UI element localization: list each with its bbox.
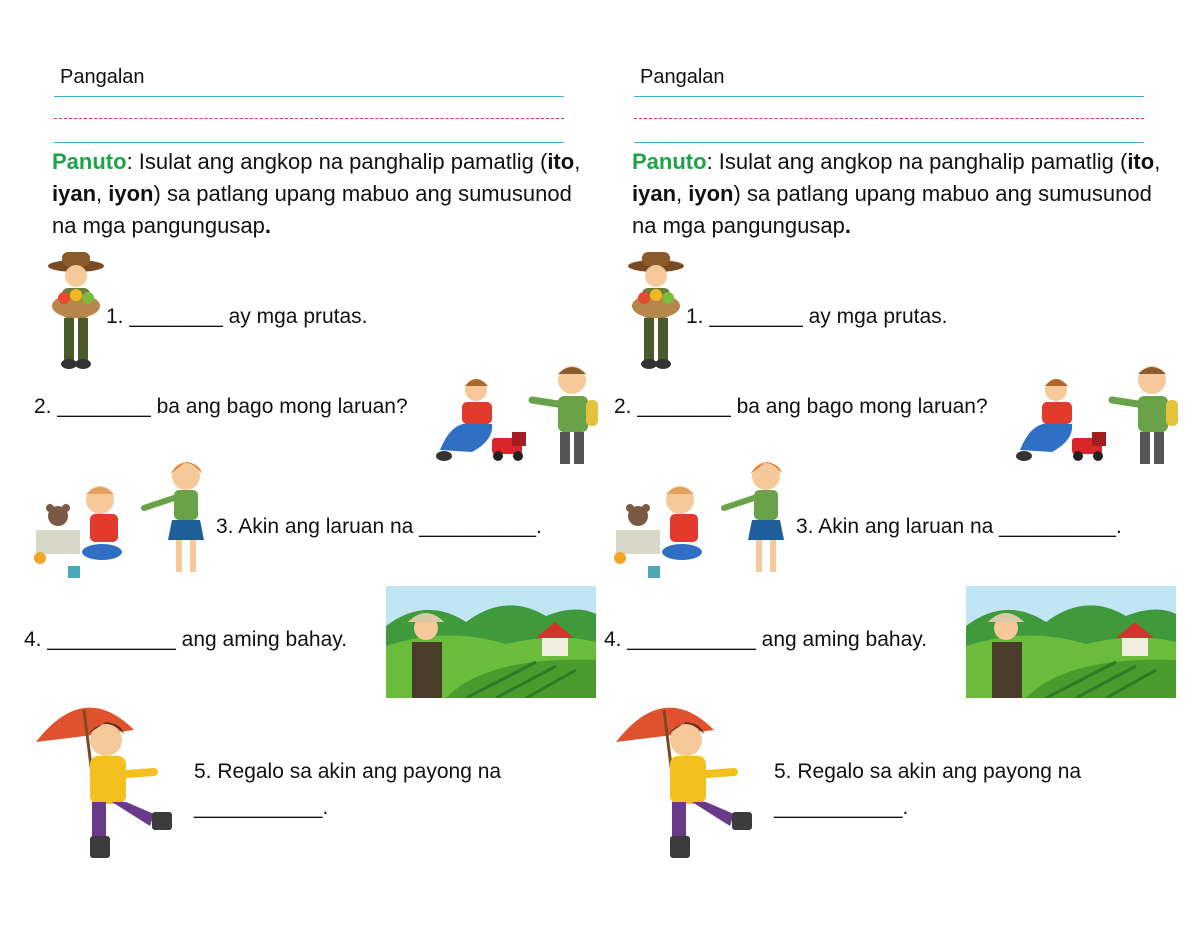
boy-fruit-basket-illustration	[44, 248, 108, 372]
farm-house-landscape-illustration	[966, 586, 1176, 698]
boys-toy-truck-illustration	[1012, 360, 1182, 472]
question-4: 4. ___________ ang aming bahay.	[604, 628, 928, 651]
separator: ,	[96, 181, 109, 206]
name-line-dashed	[634, 118, 1144, 119]
worksheet-right	[600, 0, 1180, 927]
name-line-top	[54, 96, 564, 97]
word-iyon: iyon	[688, 181, 734, 206]
farm-house-landscape-illustration	[386, 586, 596, 698]
boy-fruit-basket-illustration	[624, 248, 688, 372]
instructions	[632, 146, 1172, 242]
question-5-blank: ___________.	[774, 796, 909, 819]
instructions-text: : Isulat ang angkop na panghalip pamatlig (	[126, 149, 548, 174]
instructions-period: .	[844, 213, 851, 238]
separator: ,	[1154, 149, 1161, 174]
name-line-bottom	[54, 142, 564, 143]
instructions-text: : Isulat ang angkop na panghalip pamatlig (	[706, 149, 1128, 174]
girl-umbrella-illustration	[614, 690, 764, 862]
instructions-label: Panuto	[52, 149, 127, 174]
question-1: 1. ________ ay mga prutas.	[686, 305, 948, 328]
name-line-bottom	[634, 142, 1144, 143]
instructions	[52, 146, 592, 242]
kids-teddy-bear-illustration	[32, 452, 212, 580]
instructions-text: ) sa patlang upang mabuo ang sumusunod na mga pangungusap	[632, 181, 1152, 238]
name-label: Pangalan	[60, 66, 145, 88]
question-5: 5. Regalo sa akin ang payong na	[774, 760, 1082, 783]
separator: ,	[676, 181, 689, 206]
question-4: 4. ___________ ang aming bahay.	[24, 628, 348, 651]
kids-teddy-bear-illustration	[612, 452, 792, 580]
word-iyon: iyon	[108, 181, 154, 206]
instructions-period: .	[264, 213, 271, 238]
question-2: 2. ________ ba ang bago mong laruan?	[34, 395, 408, 418]
question-1: 1. ________ ay mga prutas.	[106, 305, 368, 328]
word-ito: ito	[1127, 149, 1155, 174]
word-iyan: iyan	[52, 181, 97, 206]
name-line-top	[634, 96, 1144, 97]
boys-toy-truck-illustration	[432, 360, 602, 472]
girl-umbrella-illustration	[34, 690, 184, 862]
question-5-blank: ___________.	[194, 796, 329, 819]
worksheet-left	[20, 0, 600, 927]
instructions-text: ) sa patlang upang mabuo ang sumusunod na mga pangungusap	[52, 181, 572, 238]
instructions-label: Panuto	[632, 149, 707, 174]
name-label: Pangalan	[640, 66, 725, 88]
question-2: 2. ________ ba ang bago mong laruan?	[614, 395, 988, 418]
name-line-dashed	[54, 118, 564, 119]
question-3: 3. Akin ang laruan na __________.	[216, 515, 542, 538]
word-ito: ito	[547, 149, 575, 174]
question-5: 5. Regalo sa akin ang payong na	[194, 760, 502, 783]
question-3: 3. Akin ang laruan na __________.	[796, 515, 1122, 538]
separator: ,	[574, 149, 581, 174]
word-iyan: iyan	[632, 181, 677, 206]
